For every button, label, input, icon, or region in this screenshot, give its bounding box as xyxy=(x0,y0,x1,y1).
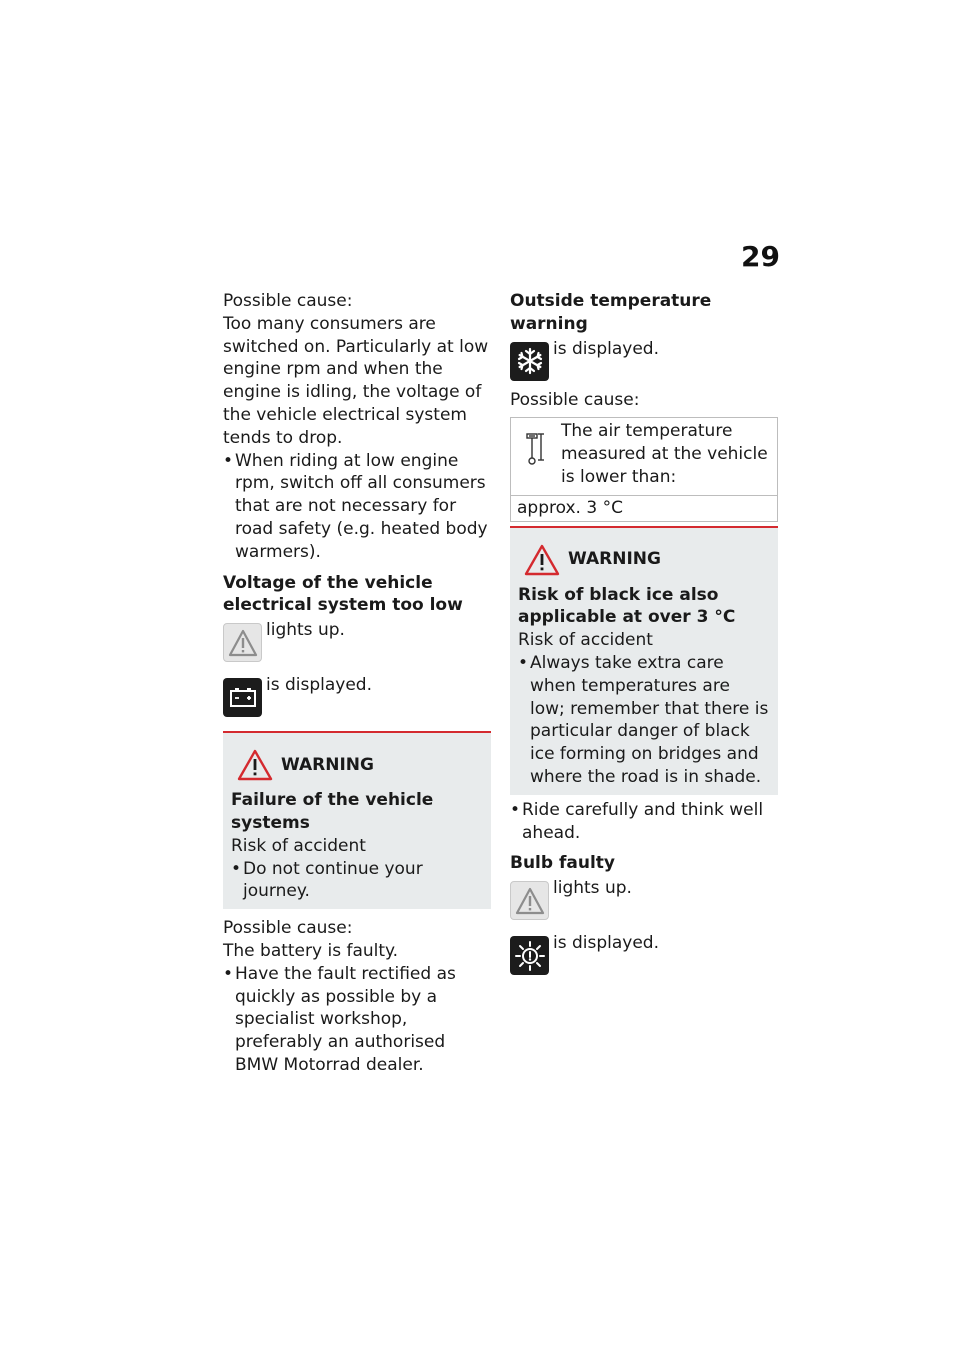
warning-title: Failure of the vehicle systems xyxy=(231,790,434,833)
warning-bullet: • Do not continue your journey. xyxy=(231,858,483,904)
lights-up-text: lights up. xyxy=(266,620,345,641)
table-row xyxy=(511,418,777,494)
section-heading-bulb: Bulb faulty xyxy=(510,853,615,874)
lights-up-text: lights up. xyxy=(553,878,632,899)
snowflake-line xyxy=(510,338,778,381)
general-warning-line xyxy=(223,619,491,662)
warning-risk: Risk of accident xyxy=(231,835,366,856)
page-number: 29 xyxy=(741,240,780,273)
table-value: approx. 3 °C xyxy=(517,497,623,518)
possible-cause-label: Possible cause: xyxy=(223,291,353,311)
possible-cause-label: Possible cause: xyxy=(223,918,353,939)
warning-header xyxy=(524,544,770,576)
list-item: • Ride carefully and think well ahead. xyxy=(510,799,778,845)
warning-title: Risk of black ice also applicable at over 3 °C xyxy=(518,584,736,628)
general-warning-icon xyxy=(510,881,549,920)
general-warning-icon xyxy=(223,623,262,662)
is-displayed-text: is displayed. xyxy=(553,933,660,954)
battery-icon xyxy=(223,678,262,717)
warning-label: WARNING xyxy=(281,754,374,775)
bulb-fault-icon xyxy=(510,936,549,975)
warning-box-system-failure xyxy=(223,731,491,909)
snowflake-icon xyxy=(510,342,549,381)
general-warning-line xyxy=(510,877,778,920)
cause-text: The battery is faulty. xyxy=(223,940,399,961)
cause-text: Too many consumers are switched on. Particularly at low engine rpm and when the engine is idling, the voltage of the vehicle electrical system tends to drop. xyxy=(223,313,489,448)
section-heading-temperature: Outside temperature warning xyxy=(510,291,712,334)
left-column xyxy=(223,290,491,1077)
warning-label: WARNING xyxy=(568,549,661,570)
is-displayed-text: is displayed. xyxy=(266,675,373,696)
table-text: The air temperature measured at the vehicle is lower than: xyxy=(561,421,768,487)
warning-bullet: • Always take extra care when temperatures are low; remember that there is particular danger of black ice forming on bridges and where the road is in shade. xyxy=(518,652,770,789)
bulb-line xyxy=(510,932,778,975)
battery-line xyxy=(223,674,491,717)
temperature-table xyxy=(510,417,778,521)
right-column xyxy=(510,290,778,975)
thermometer-icon xyxy=(517,426,557,466)
is-displayed-text: is displayed. xyxy=(553,338,660,359)
list-item: • When riding at low engine rpm, switch off all consumers that are not necessary for road safety (e.g. heated body warmers). xyxy=(223,450,491,564)
table-row xyxy=(511,495,777,521)
possible-cause-label: Possible cause: xyxy=(510,389,640,410)
section-heading-voltage: Voltage of the vehicle electrical system too low xyxy=(223,572,463,616)
warning-header xyxy=(237,749,483,781)
warning-box-black-ice xyxy=(510,526,778,795)
warning-risk: Risk of accident xyxy=(518,630,653,651)
warning-triangle-icon xyxy=(524,544,560,576)
warning-triangle-icon xyxy=(237,749,273,781)
list-item: • Have the fault rectified as quickly as possible by a specialist workshop, preferably an authorised BMW Motorrad dealer. xyxy=(223,963,491,1077)
